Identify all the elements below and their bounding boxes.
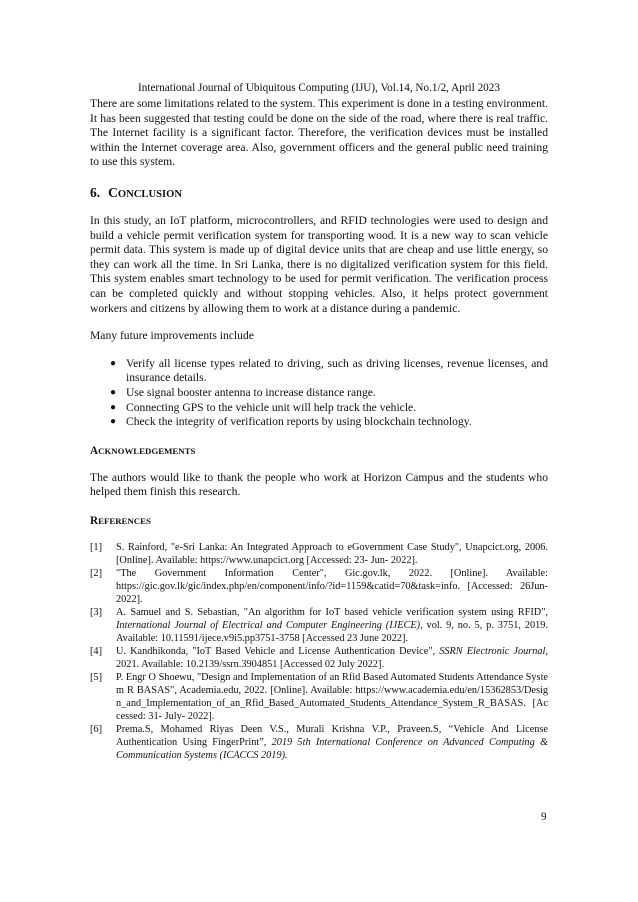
section-number: 6.	[90, 184, 101, 200]
page-number: 9	[541, 811, 547, 823]
limitations-paragraph: There are some limitations related to the system. This experiment is done in a testing environment. It has been suggested that testing could be done on the side of the road, where there is real traffic. The Internet facility is a significant factor. Therefore, the verification devices must be installed within the Internet coverage area. Also, government officers and the general public need training to use this system.	[90, 97, 548, 169]
acknowledgements-paragraph: The authors would like to thank the people who work at Horizon Campus and the students who helped them finish this research.	[90, 470, 548, 499]
list-item: ● Verify all license types related to driving, such as driving licenses, revenue licenses, and insurance details.	[110, 356, 548, 385]
bullet-icon: ●	[110, 416, 117, 428]
list-item: ● Connecting GPS to the vehicle unit will help track the vehicle.	[110, 400, 417, 414]
bullet-icon: ●	[110, 401, 117, 413]
bullet-icon: ●	[110, 386, 117, 398]
bullet-icon: ●	[110, 357, 117, 369]
page-content	[90, 97, 548, 762]
reference-item: [2] "The Government Information Center", Gic.gov.lk, 2022. [Online]. Available: https://gic.gov.lk/gic/index.php/en/component/info/?id=1159&catid=70&task=info. [Accessed: 26Jun- 2022].	[90, 567, 548, 605]
improvements-list	[90, 357, 548, 430]
references-heading: REFERENCES	[90, 514, 151, 527]
acknowledgements-heading: ACKNOWLEDGEMENTS	[90, 444, 196, 457]
reference-item: [4] U. Kandhikonda, "IoT Based Vehicle and License Authentication Device", SSRN Electronic Journal, 2021. Available: 10.2139/ssrn.3904851 [Accessed 02 July 2022].	[90, 645, 548, 670]
reference-item: [6] Prema.S, Mohamed Riyas Deen V.S., Murali Krishna V.P., Praveen.S, “Vehicle And License Authentication Using FingerPrint”, 2019 5th International Conference on Advanced Computing & Communication Systems (ICACCS 2019).	[90, 723, 548, 761]
improvements-intro: Many future improvements include	[90, 329, 254, 343]
list-item: ● Use signal booster antenna to increase distance range.	[110, 385, 376, 399]
conclusion-heading: 6. CONCLUSION	[90, 184, 183, 200]
journal-header: International Journal of Ubiquitous Computing (IJU), Vol.14, No.1/2, April 2023	[138, 82, 500, 94]
reference-item: [1] S. Rainford, "e-Sri Lanka: An Integrated Approach to eGovernment Case Study", Unapcict.org, 2006. [Online]. Available: https://www.unapcict.org [Accessed: 23- Jun- 2022].	[90, 541, 548, 566]
list-item: ● Check the integrity of verification reports by using blockchain technology.	[110, 415, 472, 429]
conclusion-paragraph: In this study, an IoT platform, microcontrollers, and RFID technologies were used to design and build a vehicle permit verification system for transporting wood. It is a new way to scan vehicle permit data. This system is made up of digital device units that are cheap and use little energy, so they can work all the time. In Sri Lanka, there is no digitalized verification system for this field. This system enables smart technology to be used for permit verification. The verification process can be completed quickly and without stopping vehicles. Also, it helps protect government workers and citizens by allowing them to work at a distance during a pandemic.	[90, 213, 548, 315]
reference-item: [5] P. Engr O Shoewu, "Design and Implementation of an Rfid Based Automated Students Attendance System R BASAS", Academia.edu, 2022. [Online]. Available: https://www.academia.edu/en/15362853/Design_and_Implementation_of_an_Rfid_Based_Automated_Students_Attendance_System_R_BASAS. [Accessed: 31- July- 2022].	[90, 671, 548, 722]
reference-item: [3] A. Samuel and S. Sebastian, "An algorithm for IoT based vehicle verification system using RFID", International Journal of Electrical and Computer Engineering (IJECE), vol. 9, no. 5, p. 3751, 2019. Available: 10.11591/ijece.v9i5.pp3751-3758 [Accessed 23 June 2022].	[90, 606, 549, 644]
references-list	[90, 541, 548, 762]
